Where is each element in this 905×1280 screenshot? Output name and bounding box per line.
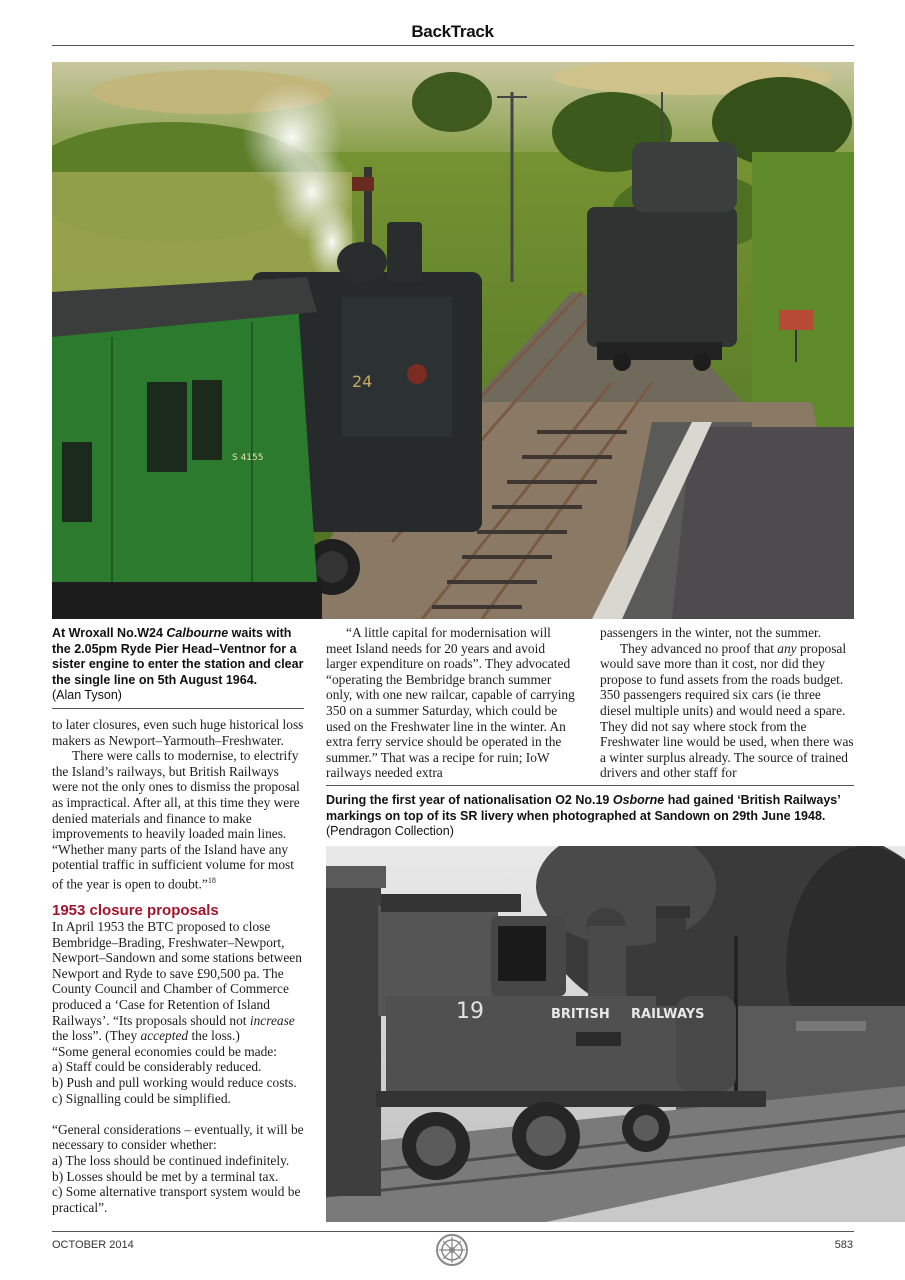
bottom-photo-caption [326,793,866,840]
caption-text-1: During the first year of nationalisation O2 No.19 [326,793,613,807]
text: the loss.) [188,1028,240,1044]
paragraph: passengers in the winter, not the summer. [600,625,822,640]
paragraph: to later closures, even such huge historical loss makers as Newport–Yarmouth–Freshwater. [52,717,304,748]
engine-number-24: 24 [352,372,373,391]
railways-lettering: RAILWAYS [631,1007,705,1022]
top-photo-caption [52,626,305,704]
photo-wroxall-station [52,62,854,619]
quote-line: c) Some alternative transport system would be practical”. [52,1184,301,1215]
text: the loss”. (They [52,1028,141,1044]
paragraph: “A little capital for modernisation will meet Island needs for 20 years and avoid larger expenditure on roads”. They advocated “operating the Bembridge branch summer only, with one new railcar, capable of carrying 350 on a summer Saturday, which could be used on the Freshwater line in the winter. An extra ferry service should be operated in the summer.” That was a recipe for ruin; IoW railways needed extra [326,625,575,781]
caption-loco-name: Calbourne [166,626,229,640]
text: They advanced no proof that [620,640,778,656]
paragraph [52,919,305,1044]
wheel-logo-icon [435,1233,469,1267]
paragraph [52,748,305,892]
page-number: 583 [834,1239,853,1251]
caption-loco-name: Osborne [612,793,665,807]
issue-date: OCTOBER 2014 [52,1239,134,1251]
footer-rule [52,1231,854,1232]
photo-credit: (Alan Tyson) [52,688,122,702]
photo-credit: (Pendragon Collection) [326,824,454,838]
article-column-2 [326,625,576,781]
text: proposal would save more than it cost, nor did they propose to fund assets from the roads budget. 350 passengers required six cars (ie three diesel multiple units) and would need a spare. They did not say where stock from the Freshwater line would be used, when there was a winter surplus already. The source of trained drivers and other staff for [600,640,854,781]
article-column-3 [600,625,854,781]
engine-number-19: 19 [456,999,484,1024]
article-column-1 [52,717,305,1215]
quote-line: c) Signalling could be simplified. [52,1090,231,1106]
caption-text-2: waits with the 2.05pm Ryde Pier Head–Ventnor for a sister engine to enter the station and clear the single line on 5th August 1964. [52,626,304,687]
section-heading: 1953 closure proposals [52,902,219,919]
caption-rule [52,708,304,709]
british-lettering: BRITISH [551,1007,610,1022]
paragraph-text: There were calls to modernise, to electrify the Island’s railways, but British Railways were not the only ones to dismiss the proposal as impractical. After all, at this time they were denied materials and finance to make improvements to heavily loaded main lines. “Whether many parts of the Island have any potential traffic in sufficient volume for most of the year is open to doubt.” [52,748,300,892]
quote-line: “Some general economies could be made: [52,1043,277,1059]
italic-text: any [777,640,797,656]
photo-sandown-o2-19 [326,846,905,1222]
italic-text: accepted [140,1028,189,1044]
text: In April 1953 the BTC proposed to close Bembridge–Brading, Freshwater–Newport, Newport–Sandown and some stations between Newport and Ryde to save £90,500 pa. The County Council and Chamber of Commerce produced a ‘Case for Retention of Island Railways’. “Its proposals should not [52,919,302,1028]
caption-text-1: At Wroxall No.W24 [52,626,167,640]
paragraph [600,641,854,781]
header-rule [52,45,854,46]
quote-line: a) Staff could be considerably reduced. [52,1059,262,1075]
coach-number: S 4155 [232,453,264,463]
italic-text: increase [249,1012,295,1028]
quote-line: b) Losses should be met by a terminal tax. [52,1168,279,1184]
caption-text-2: had gained ‘British Railways’ markings on top of its SR livery when photographed at Sandown on 29th June 1948. [326,793,841,823]
caption-rule [326,785,854,786]
masthead-title: BackTrack [411,22,494,41]
quote-line: “General considerations – eventually, it will be necessary to consider whether: [52,1121,304,1153]
footnote-ref: 18 [207,875,216,885]
quote-line: b) Push and pull working would reduce costs. [52,1074,297,1090]
quote-line: a) The loss should be continued indefinitely. [52,1152,290,1168]
